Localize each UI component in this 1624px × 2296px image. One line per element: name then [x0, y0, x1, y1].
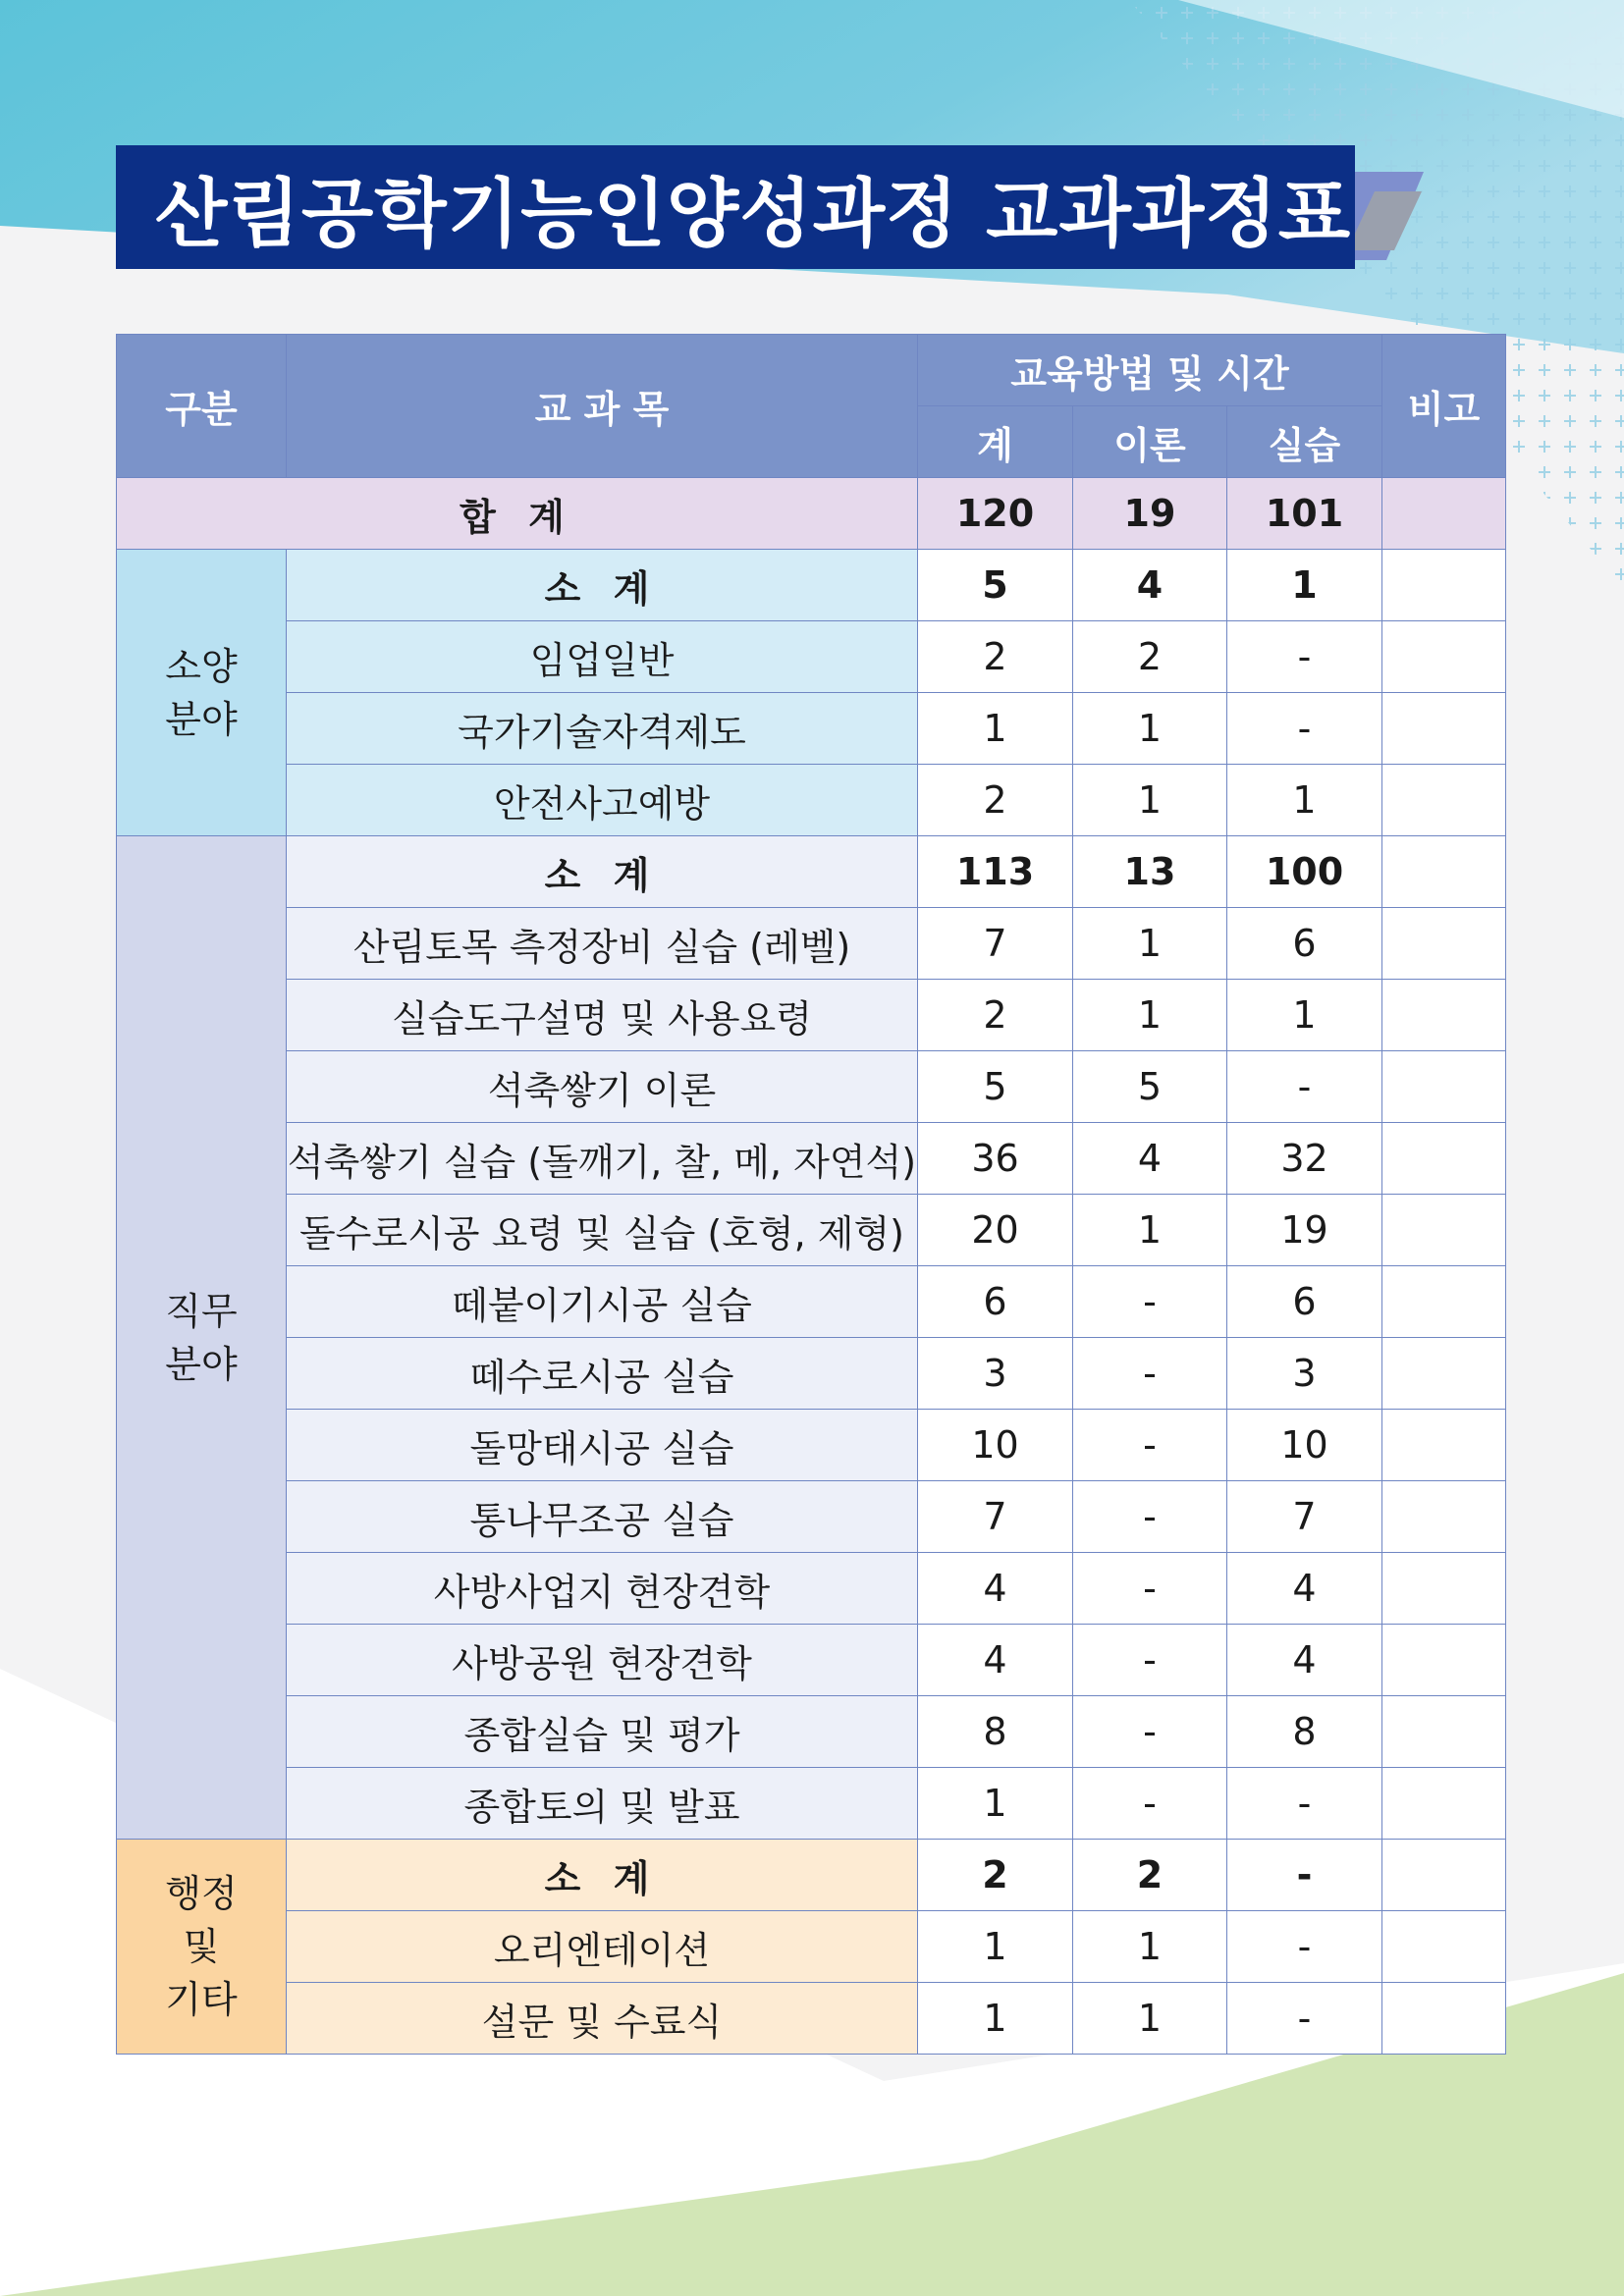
theory-cell: -	[1073, 1481, 1227, 1553]
group-c-name-line3: 기타	[165, 1978, 238, 2021]
total-cell: 4	[918, 1625, 1073, 1696]
total-cell: 3	[918, 1338, 1073, 1410]
table-row	[117, 980, 1506, 1051]
total-cell: 4	[918, 1553, 1073, 1625]
group-a-category	[117, 550, 287, 836]
total-cell: 2	[918, 980, 1073, 1051]
total-cell: 2	[918, 765, 1073, 836]
practice-cell: -	[1227, 621, 1382, 693]
remarks-cell	[1382, 1983, 1506, 2055]
subject-cell: 안전사고예방	[287, 765, 918, 836]
group-b-name-line1: 직무	[165, 1289, 238, 1333]
grand-total-row	[117, 478, 1506, 550]
group-c-subtotal-row	[117, 1840, 1506, 1911]
total-cell: 1	[918, 693, 1073, 765]
group-a-subtotal-label: 소 계	[287, 550, 918, 621]
total-cell: 10	[918, 1410, 1073, 1481]
practice-cell: -	[1227, 1983, 1382, 2055]
group-b-name-line2: 분야	[165, 1342, 238, 1386]
grand-total-total: 120	[918, 478, 1073, 550]
group-b-subtotal-total: 113	[918, 836, 1073, 908]
subject-cell: 임업일반	[287, 621, 918, 693]
header-category: 구분	[117, 335, 287, 478]
table-row	[117, 1983, 1506, 2055]
practice-cell: -	[1227, 693, 1382, 765]
theory-cell: 1	[1073, 765, 1227, 836]
subject-cell: 설문 및 수료식	[287, 1983, 918, 2055]
grand-total-label: 합 계	[117, 478, 918, 550]
group-a-subtotal-practice: 1	[1227, 550, 1382, 621]
remarks-cell	[1382, 621, 1506, 693]
practice-cell: 19	[1227, 1195, 1382, 1266]
practice-cell: 3	[1227, 1338, 1382, 1410]
total-cell: 7	[918, 908, 1073, 980]
total-cell: 1	[918, 1768, 1073, 1840]
header-remarks: 비고	[1382, 335, 1506, 478]
total-cell: 1	[918, 1911, 1073, 1983]
group-a-subtotal-theory: 4	[1073, 550, 1227, 621]
table-row	[117, 693, 1506, 765]
remarks-cell	[1382, 1911, 1506, 1983]
grand-total-practice: 101	[1227, 478, 1382, 550]
theory-cell: 1	[1073, 1195, 1227, 1266]
subject-cell: 사방사업지 현장견학	[287, 1553, 918, 1625]
header-theory: 이론	[1073, 406, 1227, 478]
page-title: 산림공학기능인양성과정 교과과정표	[116, 145, 1355, 269]
remarks-cell	[1382, 1553, 1506, 1625]
remarks-cell	[1382, 1696, 1506, 1768]
table-row	[117, 765, 1506, 836]
remarks-cell	[1382, 836, 1506, 908]
practice-cell: 6	[1227, 1266, 1382, 1338]
subject-cell: 종합토의 및 발표	[287, 1768, 918, 1840]
remarks-cell	[1382, 1123, 1506, 1195]
group-c-subtotal-practice: -	[1227, 1840, 1382, 1911]
theory-cell: 1	[1073, 980, 1227, 1051]
grand-total-theory: 19	[1073, 478, 1227, 550]
group-c-name-line1: 행정	[165, 1872, 238, 1915]
header-subject: 교 과 목	[287, 335, 918, 478]
table-row	[117, 1410, 1506, 1481]
total-cell: 5	[918, 1051, 1073, 1123]
group-a-name-line1: 소양	[165, 644, 238, 688]
group-a-subtotal-total: 5	[918, 550, 1073, 621]
subject-cell: 석축쌓기 실습 (돌깨기, 찰, 메, 자연석)	[287, 1123, 918, 1195]
remarks-cell	[1382, 1768, 1506, 1840]
remarks-cell	[1382, 1840, 1506, 1911]
header-total: 계	[918, 406, 1073, 478]
practice-cell: -	[1227, 1051, 1382, 1123]
table-row	[117, 1553, 1506, 1625]
subject-cell: 산림토목 측정장비 실습 (레벨)	[287, 908, 918, 980]
theory-cell: 5	[1073, 1051, 1227, 1123]
practice-cell: -	[1227, 1911, 1382, 1983]
table-row	[117, 1696, 1506, 1768]
practice-cell: 32	[1227, 1123, 1382, 1195]
practice-cell: 1	[1227, 765, 1382, 836]
subject-cell: 통나무조공 실습	[287, 1481, 918, 1553]
theory-cell: -	[1073, 1266, 1227, 1338]
remarks-cell	[1382, 908, 1506, 980]
table-row	[117, 1195, 1506, 1266]
remarks-cell	[1382, 693, 1506, 765]
total-cell: 20	[918, 1195, 1073, 1266]
remarks-cell	[1382, 1410, 1506, 1481]
subject-cell: 떼붙이기시공 실습	[287, 1266, 918, 1338]
theory-cell: 1	[1073, 1983, 1227, 2055]
remarks-cell	[1382, 1195, 1506, 1266]
remarks-cell	[1382, 765, 1506, 836]
subject-cell: 돌망태시공 실습	[287, 1410, 918, 1481]
total-cell: 2	[918, 621, 1073, 693]
subject-cell: 종합실습 및 평가	[287, 1696, 918, 1768]
practice-cell: -	[1227, 1768, 1382, 1840]
group-a-subtotal-row	[117, 550, 1506, 621]
practice-cell: 8	[1227, 1696, 1382, 1768]
theory-cell: -	[1073, 1553, 1227, 1625]
group-b-subtotal-practice: 100	[1227, 836, 1382, 908]
table-row	[117, 1911, 1506, 1983]
group-c-subtotal-label: 소 계	[287, 1840, 918, 1911]
theory-cell: 1	[1073, 908, 1227, 980]
group-a-name-line2: 분야	[165, 697, 238, 741]
theory-cell: -	[1073, 1696, 1227, 1768]
table-row	[117, 1266, 1506, 1338]
table-row	[117, 908, 1506, 980]
subject-cell: 석축쌓기 이론	[287, 1051, 918, 1123]
table-row	[117, 1768, 1506, 1840]
total-cell: 36	[918, 1123, 1073, 1195]
table-row	[117, 1123, 1506, 1195]
remarks-cell	[1382, 980, 1506, 1051]
header-practice: 실습	[1227, 406, 1382, 478]
table-row	[117, 1338, 1506, 1410]
subject-cell: 떼수로시공 실습	[287, 1338, 918, 1410]
theory-cell: -	[1073, 1625, 1227, 1696]
group-c-subtotal-total: 2	[918, 1840, 1073, 1911]
remarks-cell	[1382, 1338, 1506, 1410]
subject-cell: 실습도구설명 및 사용요령	[287, 980, 918, 1051]
theory-cell: 2	[1073, 621, 1227, 693]
subject-cell: 오리엔테이션	[287, 1911, 918, 1983]
remarks-cell	[1382, 1051, 1506, 1123]
remarks-cell	[1382, 1625, 1506, 1696]
group-c-subtotal-theory: 2	[1073, 1840, 1227, 1911]
remarks-cell	[1382, 1481, 1506, 1553]
remarks-cell	[1382, 550, 1506, 621]
total-cell: 8	[918, 1696, 1073, 1768]
total-cell: 6	[918, 1266, 1073, 1338]
header-method-time: 교육방법 및 시간	[918, 335, 1382, 406]
table-row	[117, 1625, 1506, 1696]
subject-cell: 사방공원 현장견학	[287, 1625, 918, 1696]
theory-cell: -	[1073, 1338, 1227, 1410]
practice-cell: 4	[1227, 1553, 1382, 1625]
theory-cell: 1	[1073, 693, 1227, 765]
table-row	[117, 1481, 1506, 1553]
group-b-subtotal-theory: 13	[1073, 836, 1227, 908]
group-b-category	[117, 836, 287, 1840]
total-cell: 1	[918, 1983, 1073, 2055]
table-row	[117, 1051, 1506, 1123]
practice-cell: 10	[1227, 1410, 1382, 1481]
grand-total-remarks	[1382, 478, 1506, 550]
subject-cell: 돌수로시공 요령 및 실습 (호형, 제형)	[287, 1195, 918, 1266]
group-b-subtotal-label: 소 계	[287, 836, 918, 908]
curriculum-table	[116, 334, 1506, 2055]
theory-cell: 4	[1073, 1123, 1227, 1195]
theory-cell: -	[1073, 1410, 1227, 1481]
table-row	[117, 621, 1506, 693]
practice-cell: 1	[1227, 980, 1382, 1051]
group-c-category	[117, 1840, 287, 2055]
remarks-cell	[1382, 1266, 1506, 1338]
group-c-name-line2: 및	[183, 1925, 220, 1968]
practice-cell: 4	[1227, 1625, 1382, 1696]
theory-cell: 1	[1073, 1911, 1227, 1983]
group-b-subtotal-row	[117, 836, 1506, 908]
practice-cell: 6	[1227, 908, 1382, 980]
theory-cell: -	[1073, 1768, 1227, 1840]
subject-cell: 국가기술자격제도	[287, 693, 918, 765]
total-cell: 7	[918, 1481, 1073, 1553]
practice-cell: 7	[1227, 1481, 1382, 1553]
